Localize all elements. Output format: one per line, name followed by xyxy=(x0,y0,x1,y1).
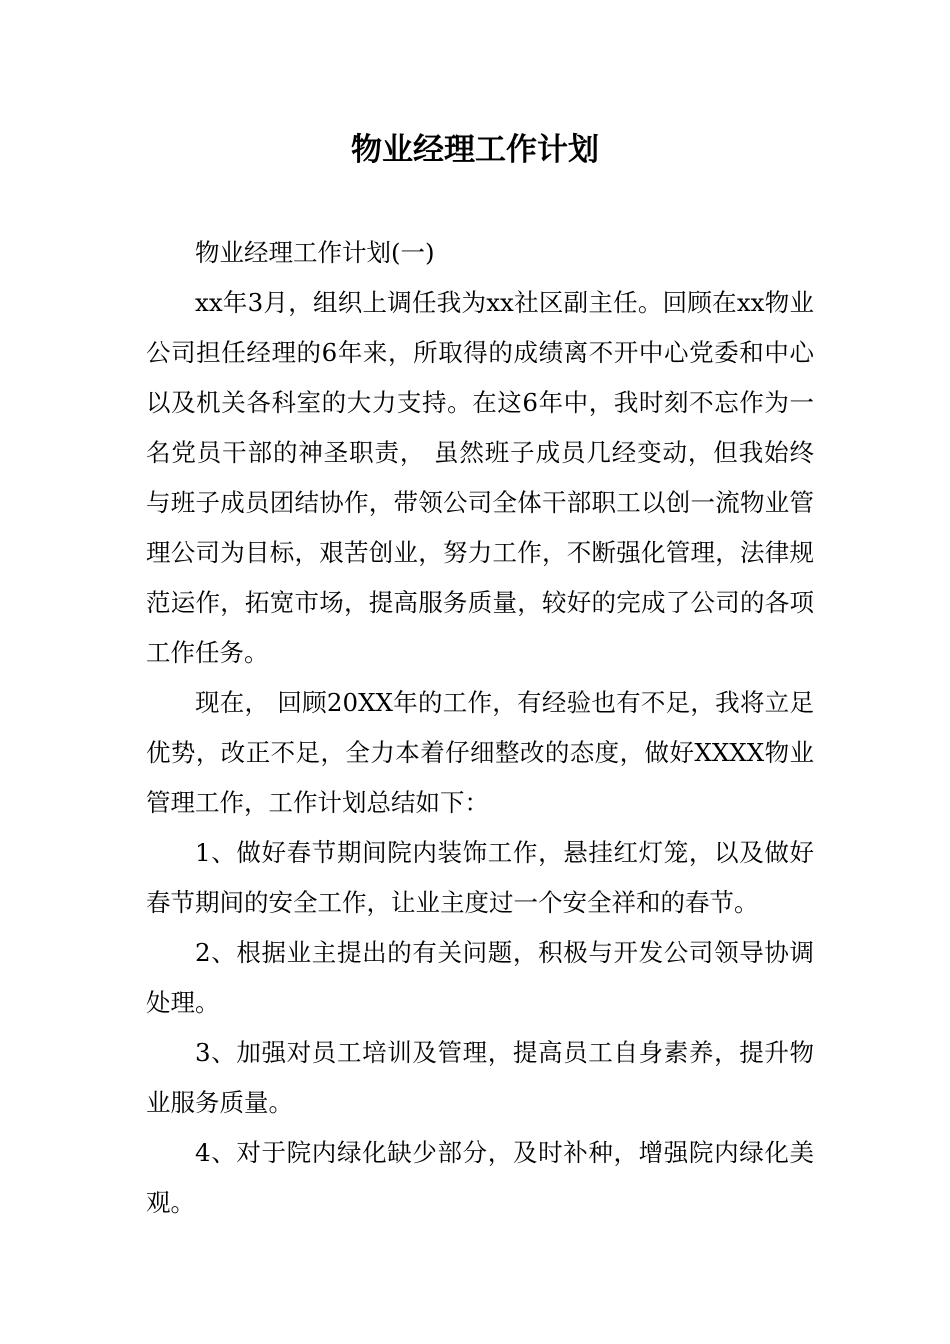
intro-paragraph: xx年3月，组织上调任我为xx社区副主任。回顾在xx物业公司担任经理的6年来，所取得的成绩离不开中心党委和中心以及机关各科室的大力支持。在这6年中，我时刻不忘作为一名党员干部的神圣职责， 虽然班子成员几经变动，但我始终与班子成员团结协作，带领公司全体干部职工以创一流物业管理公司为目标，艰苦创业，努力工作，不断强化管理，法律规范运作，拓宽市场，提高服务质量，较好的完成了公司的各项工作任务。 xyxy=(146,288,814,667)
review-paragraph: 现在， 回顾20XX年的工作，有经验也有不足，我将立足优势，改正不足，全力本着仔细整改的态度，做好XXXX物业管理工作，工作计划总结如下： xyxy=(146,688,814,817)
plan-item-3: 3、加强对员工培训及管理，提高员工自身素养，提升物业服务质量。 xyxy=(146,1038,814,1117)
subtitle-paragraph: 物业经理工作计划(一) xyxy=(195,238,435,267)
plan-item-1: 1、做好春节期间院内装饰工作，悬挂红灯笼，以及做好春节期间的安全工作，让业主度过一个安全祥和的春节。 xyxy=(146,838,814,917)
document-title: 物业经理工作计划 xyxy=(351,132,599,168)
document-body xyxy=(146,228,814,1228)
plan-item-4: 4、对于院内绿化缺少部分，及时补种，增强院内绿化美观。 xyxy=(146,1138,814,1217)
plan-item-2: 2、根据业主提出的有关问题，积极与开发公司领导协调处理。 xyxy=(146,938,814,1017)
